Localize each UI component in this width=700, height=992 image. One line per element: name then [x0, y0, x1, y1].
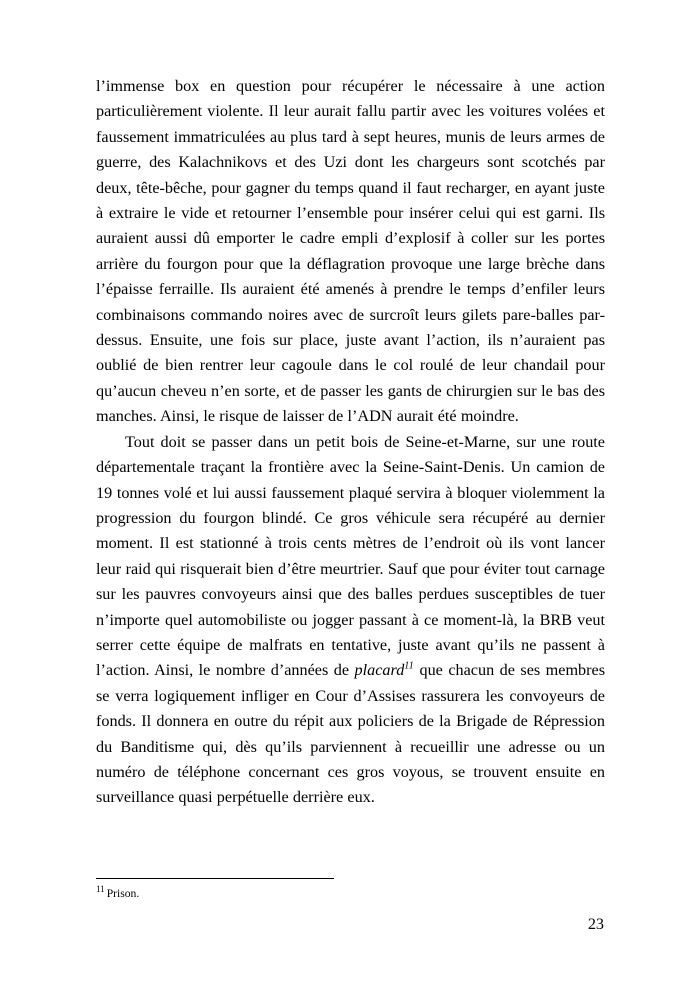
footnote-separator-rule	[96, 878, 334, 879]
footnote-reference-marker[interactable]: 11	[404, 660, 414, 672]
footnote-number: 11	[96, 884, 105, 895]
paragraph-2-text-before-footnote: Tout doit se passer dans un petit bois de Seine-et-Marne, sur une route départementale traçant la frontière avec la Seine-Saint-Denis. Un camion de 19 tonnes volé et lui aussi faussement plaqué servira à bloquer violemment la progression du fourgon blindé. Ce gros véhicule sera récupéré au dernier moment. Il est stationné à trois cents mètres de l’endroit où ils vont lancer leur raid qui risquerait bien d’être meurtrier. Sauf que pour éviter tout carnage sur les pauvres convoyeurs ainsi que des balles perdues susceptibles de tuer n’importe quel automobiliste ou jogger passant à ce moment-là, la BRB veut serrer cette équipe de malfrats en tentative, juste avant qu’ils ne passent à l’action. Ainsi, le nombre d’années de	[96, 432, 605, 680]
italic-term-placard: placard	[354, 661, 405, 680]
footnote-area	[96, 878, 605, 901]
footnote-text: Prison.	[106, 887, 140, 900]
paragraph-2-text-after-footnote: que chacun de ses membres se verra logiquement infliger en Cour d’Assises rassurera les convoyeurs de fonds. Il donnera en outre du répit aux policiers de la Brigade de Répression du Banditisme qui, dès qu’ils parviennent à recueillir une adresse ou un numéro de téléphone concernant ces gros voyous, se trouvent ensuite en surveillance quasi perpétuelle derrière eux.	[96, 661, 605, 807]
page-number: 23	[587, 915, 604, 933]
body-paragraph-1: l’immense box en question pour récupérer le nécessaire à une action particulièrement violente. Il leur aurait fallu partir avec les voitures volées et faussement immatriculées au plus tard à sept heures, munis de leurs armes de guerre, des Kalachnikovs et des Uzi dont les chargeurs sont scotchés par deux, tête-bêche, pour gagner du temps quand il faut recharger, en ayant juste à extraire le vide et retourner l’ensemble pour insérer celui qui est garni. Ils auraient aussi dû emporter le cadre empli d’explosif à coller sur les portes arrière du fourgon pour que la déflagration provoque une large brèche dans l’épaisse ferraille. Ils auraient été amenés à prendre le temps d’enfiler leurs combinaisons commando noires avec de surcroît leurs gilets pare-balles par-dessus. Ensuite, une fois sur place, juste avant l’action, ils n’auraient pas oublié de bien rentrer leur cagoule dans le col roulé de leur chandail pour qu’aucun cheveu n’en sorte, et de passer les gants de chirurgien sur le bas des manches. Ainsi, le risque de laisser de l’ADN aurait été moindre.	[96, 77, 605, 426]
body-text-block	[96, 74, 605, 811]
footnote-item	[96, 886, 605, 901]
body-paragraph-2	[96, 430, 605, 811]
